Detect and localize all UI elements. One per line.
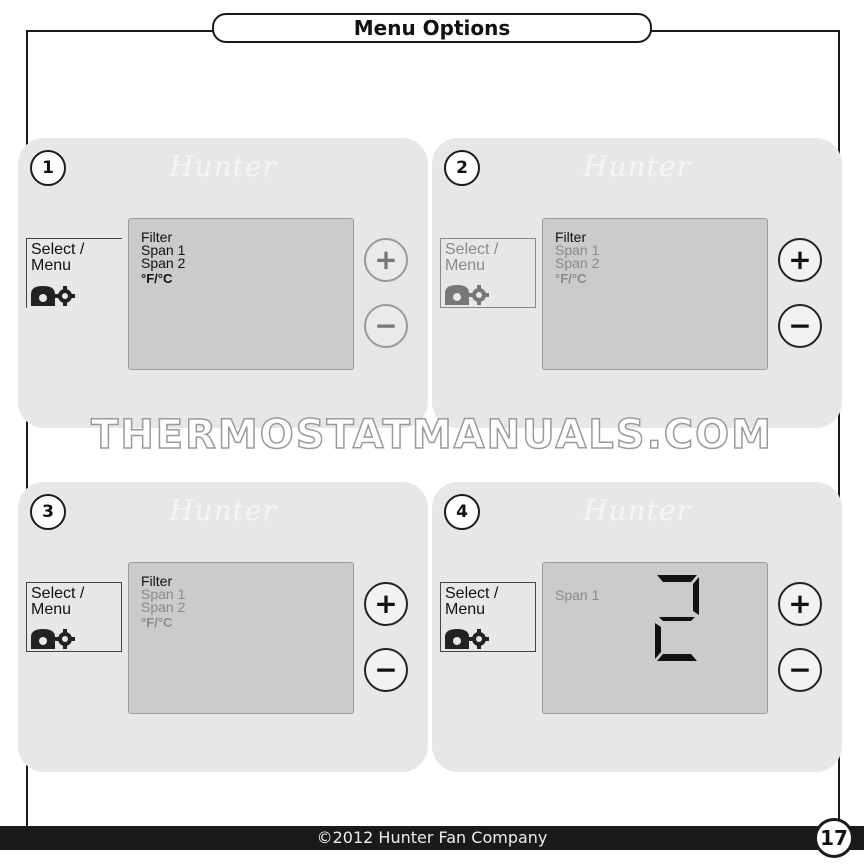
thermostat-panel-4 <box>432 482 842 772</box>
lcd-screen <box>128 218 354 370</box>
page-title: Menu Options <box>212 13 652 43</box>
menu-item-span-2: Span 2 <box>141 255 186 271</box>
menu-item-filter: Filter <box>141 229 173 245</box>
menu-item-filter: Filter <box>555 229 587 245</box>
menu-item-filter: Filter <box>141 573 173 589</box>
menu-item-span-1: Span 1 <box>141 242 186 258</box>
select-label: Select / <box>445 241 499 258</box>
step-number: 3 <box>30 494 66 530</box>
step-number: 2 <box>444 150 480 186</box>
select-menu-button[interactable] <box>26 238 122 308</box>
page-number: 17 <box>814 818 854 858</box>
step-number: 4 <box>444 494 480 530</box>
minus-button[interactable]: − <box>778 648 822 692</box>
menu-label: Menu <box>31 601 72 618</box>
brand-logo: Hunter <box>169 494 277 527</box>
plus-button[interactable]: + <box>364 582 408 626</box>
plus-button[interactable]: + <box>778 238 822 282</box>
thermostat-panel-1 <box>18 138 428 428</box>
seven-segment-digit <box>647 573 707 663</box>
menu-item-span-1: Span 1 <box>555 242 600 258</box>
plus-button[interactable]: + <box>364 238 408 282</box>
lcd-screen <box>542 218 768 370</box>
select-menu-button[interactable] <box>26 582 122 652</box>
step-number: 1 <box>30 150 66 186</box>
minus-button[interactable]: − <box>778 304 822 348</box>
brand-logo: Hunter <box>583 494 691 527</box>
menu-label: Menu <box>445 257 486 274</box>
footer-copyright: ©2012 Hunter Fan Company <box>0 826 864 850</box>
minus-button[interactable]: − <box>364 648 408 692</box>
menu-item-span-2: Span 2 <box>141 599 186 615</box>
watermark: THERMOSTATMANUALS.COM <box>91 412 773 458</box>
gears-icon <box>29 625 93 649</box>
gears-icon <box>29 282 93 306</box>
menu-item-unit: °F/°C <box>141 615 173 630</box>
setting-label: Span 1 <box>555 587 600 603</box>
menu-item-unit: °F/°C <box>141 271 173 286</box>
minus-button[interactable]: − <box>364 304 408 348</box>
select-menu-button[interactable] <box>440 238 536 308</box>
gears-icon <box>443 625 507 649</box>
plus-button[interactable]: + <box>778 582 822 626</box>
select-label: Select / <box>31 585 85 602</box>
brand-logo: Hunter <box>169 150 277 183</box>
menu-label: Menu <box>445 601 486 618</box>
menu-item-unit: °F/°C <box>555 271 587 286</box>
lcd-screen <box>542 562 768 714</box>
select-menu-button[interactable] <box>440 582 536 652</box>
menu-item-span-2: Span 2 <box>555 255 600 271</box>
menu-item-span-1: Span 1 <box>141 586 186 602</box>
thermostat-panel-2 <box>432 138 842 428</box>
lcd-screen <box>128 562 354 714</box>
gears-icon <box>443 281 507 305</box>
select-label: Select / <box>445 585 499 602</box>
menu-label: Menu <box>31 257 72 274</box>
select-label: Select / <box>31 241 85 258</box>
thermostat-panel-3 <box>18 482 428 772</box>
brand-logo: Hunter <box>583 150 691 183</box>
